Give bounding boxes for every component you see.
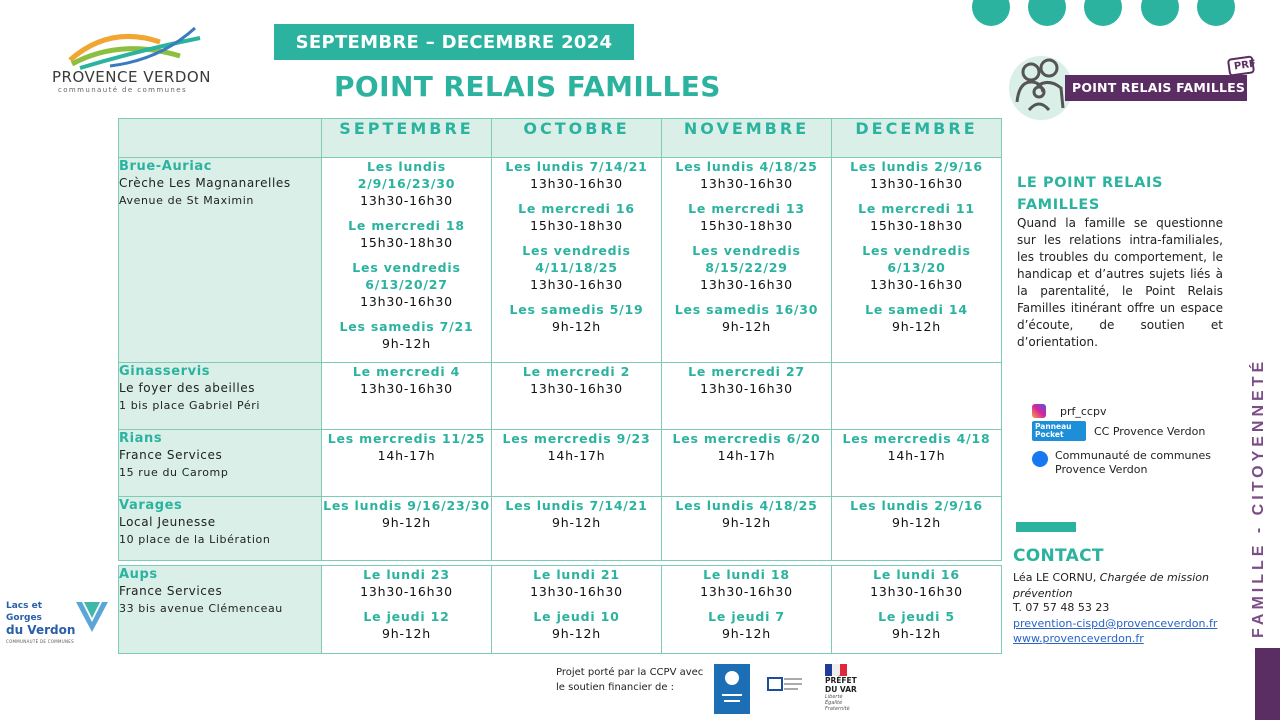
slot-label: Le mercredi 11 [858,201,975,216]
slot-time: 13h30-16h30 [700,176,793,191]
lacs-line-3: COMMUNAUTÉ DE COMMUNES [6,639,74,644]
slot-label: Les samedis 7/21 [339,319,474,334]
contact-title: CONTACT [1013,546,1104,566]
instagram-row [1032,404,1106,418]
schedule-cell [832,158,1002,363]
instagram-handle[interactable]: prf_ccpv [1060,404,1107,418]
schedule-cell [322,363,492,430]
location-name: Ginasservis [119,364,211,379]
slot-label: Les vendredis 6/13/20 [862,243,971,275]
slot-label: Les lundis 2/9/16 [850,159,983,174]
period-banner: SEPTEMBRE – DECEMBRE 2024 [274,24,634,60]
lacs-gorges-v-icon [74,600,110,634]
location-venue: Local Jeunesse [119,515,216,529]
slot-time: 9h-12h [721,626,771,641]
location-address: 33 bis avenue Clémenceau [119,602,283,615]
schedule-cell [322,158,492,363]
slot-time: 9h-12h [721,319,771,334]
schedule-cell [322,430,492,497]
month-header: OCTOBRE [492,119,662,158]
slot-label: Le jeudi 10 [533,609,620,624]
slot-time: 9h-12h [891,626,941,641]
slot-time: 13h30-16h30 [530,584,623,599]
slot-time: 14h-17h [547,448,606,463]
schedule-cell [492,497,662,561]
table-row [119,566,1002,654]
location-address: 15 rue du Caromp [119,466,229,479]
panneau-row [1032,421,1205,441]
schedule-cell [492,158,662,363]
slot-time: 13h30-16h30 [360,584,453,599]
slot-time: 9h-12h [721,515,771,530]
slot-time: 13h30-16h30 [700,584,793,599]
slot-label: Les mercredis 11/25 [327,431,486,446]
slot-label: Le mercredi 18 [348,218,465,233]
table-row [119,363,1002,430]
panneau-pocket-icon: Panneau Pocket [1032,421,1086,441]
contact-name: Léa LE CORNU, [1013,571,1097,584]
location-cell [119,566,322,654]
slot-label: Le lundi 18 [703,567,790,582]
location-venue: Le foyer des abeilles [119,381,256,395]
lacs-gorges-logo [6,600,76,648]
prefet-line-1: PRÉFET [825,676,857,685]
schedule-cell [492,430,662,497]
location-cell [119,363,322,430]
slot-time: 9h-12h [551,319,601,334]
funding-line-1: Projet porté par la CCPV avec [556,667,704,678]
slot-label: Les vendredis 6/13/20/27 [352,260,461,292]
location-venue: Crèche Les Magnanarelles [119,176,291,190]
purple-bar [1255,648,1280,720]
slot-label: Le mercredi 4 [352,364,461,379]
slot-time: 9h-12h [381,626,431,641]
slot-time: 9h-12h [381,515,431,530]
vertical-slogan-text: FAMILLE - CITOYENNETÉ [1250,357,1267,638]
prf-badge-label: POINT RELAIS FAMILLES [1072,80,1246,95]
schedule-table [118,118,1002,654]
instagram-icon [1032,404,1046,418]
month-header: SEPTEMBRE [322,119,492,158]
slot-label: Le jeudi 7 [708,609,785,624]
table-row [119,497,1002,561]
schedule-cell [832,430,1002,497]
side-title: LE POINT RELAIS FAMILLES [1017,175,1163,213]
slot-time: 15h30-18h30 [870,218,963,233]
month-header: DECEMBRE [832,119,1002,158]
partner-logo [762,664,808,714]
slot-label: Le jeudi 12 [363,609,450,624]
slot-time: 13h30-16h30 [870,584,963,599]
contact-role: Chargée de mission prévention [1013,571,1209,600]
slot-label: Le mercredi 2 [522,364,631,379]
slot-time: 13h30-16h30 [360,381,453,396]
decor-dot [972,0,1010,26]
slot-label: Le lundi 16 [873,567,960,582]
slot-time: 13h30-16h30 [530,277,623,292]
slot-time: 9h-12h [551,515,601,530]
prefet-line-2: DU VAR [825,685,857,694]
slot-time: 14h-17h [717,448,776,463]
funding-note [556,665,703,695]
location-name: Brue-Auriac [119,159,213,174]
decor-bar [1016,522,1076,532]
slot-time: 15h30-18h30 [530,218,623,233]
slot-label: Les lundis 9/16/23/30 [323,498,490,513]
slot-label: Le mercredi 13 [688,201,805,216]
slot-label: Les lundis 4/18/25 [675,498,818,513]
slot-label: Le mercredi 27 [688,364,805,379]
slot-time: 13h30-16h30 [530,381,623,396]
prf-badge-tag: PRF [1233,58,1257,73]
facebook-row [1032,449,1211,477]
decor-dot [1028,0,1066,26]
slot-time: 9h-12h [891,319,941,334]
location-address: 10 place de la Libération [119,533,271,546]
table-row [119,158,1002,363]
schedule-cell [492,566,662,654]
slot-time: 9h-12h [381,336,431,351]
table-corner [119,119,322,158]
decor-dot [1141,0,1179,26]
schedule-cell [322,566,492,654]
schedule-cell [662,430,832,497]
lacs-line-1: Lacs et Gorges [6,601,43,623]
location-address: 1 bis place Gabriel Péri [119,399,260,412]
facebook-line-2[interactable]: Provence Verdon [1055,463,1148,476]
schedule-cell [662,497,832,561]
schedule-cell [832,566,1002,654]
contact-phone: T. 07 57 48 53 23 [1013,601,1110,614]
org-subtitle: communauté de communes [58,86,188,94]
schedule-cell [662,363,832,430]
slot-label: Les lundis 2/9/16 [850,498,983,513]
schedule-cell [492,363,662,430]
slot-label: Le jeudi 5 [878,609,955,624]
month-header: NOVEMBRE [662,119,832,158]
slot-label: Les lundis 4/18/25 [675,159,818,174]
location-name: Rians [119,431,163,446]
slot-label: Les vendredis 4/11/18/25 [522,243,631,275]
slot-label: Les lundis 7/14/21 [505,498,648,513]
decor-dot [1197,0,1235,26]
slot-label: Le lundi 21 [533,567,620,582]
decor-dot [1084,0,1122,26]
slot-time: 13h30-16h30 [530,176,623,191]
contact-email-link[interactable]: prevention-cispd@provenceverdon.fr [1013,617,1218,630]
slot-time: 13h30-16h30 [360,193,453,208]
slot-label: Les samedis 16/30 [674,302,819,317]
slot-label: Le mercredi 16 [518,201,635,216]
location-name: Varages [119,498,183,513]
location-cell [119,430,322,497]
schedule-cell [322,497,492,561]
slot-label: Le lundi 23 [363,567,450,582]
side-description: Quand la famille se questionne sur les relations intra-familiales, les troubles du comportement, le handicap et d’autres sujets liés à la parentalité, le Point Relais Familles itinérant offre un espace d’écoute, de soutien et d’orientation. [1017,216,1223,349]
funding-line-2: le soutien financier de : [556,682,675,693]
slot-label: Le samedi 14 [865,302,968,317]
facebook-line-1[interactable]: Communauté de communes [1055,449,1211,462]
prefet-motto: Liberté Égalité Fraternité [825,694,850,712]
slot-label: Les mercredis 6/20 [672,431,821,446]
schedule-cell [662,158,832,363]
location-cell [119,158,322,363]
slot-label: Les samedis 5/19 [509,302,644,317]
caf-logo [714,664,750,714]
location-venue: France Services [119,448,223,462]
slot-time: 15h30-18h30 [700,218,793,233]
slot-time: 14h-17h [377,448,436,463]
slot-time: 14h-17h [887,448,946,463]
location-name: Aups [119,567,158,582]
contact-person [1013,570,1213,602]
location-venue: France Services [119,584,223,598]
org-name: PROVENCE VERDON [52,68,211,86]
table-header-row [119,119,1002,158]
panneau-name[interactable]: CC Provence Verdon [1094,424,1206,438]
slot-time: 9h-12h [551,626,601,641]
schedule-cell [832,497,1002,561]
slot-label: Les mercredis 4/18 [842,431,991,446]
slot-time: 13h30-16h30 [700,381,793,396]
schedule-cell [832,363,1002,430]
slot-label: Les mercredis 9/23 [502,431,651,446]
page-title: POINT RELAIS FAMILLES [334,70,721,103]
facebook-icon [1032,451,1048,467]
slot-label: Les vendredis 8/15/22/29 [692,243,801,275]
slot-time: 15h30-18h30 [360,235,453,250]
schedule-cell [662,566,832,654]
vertical-slogan [1244,300,1270,645]
lacs-line-2: du Verdon [6,623,76,637]
slot-label: Les lundis 7/14/21 [505,159,648,174]
slot-time: 13h30-16h30 [870,176,963,191]
slot-time: 13h30-16h30 [700,277,793,292]
location-address: Avenue de St Maximin [119,194,254,207]
table-row [119,430,1002,497]
location-cell [119,497,322,561]
website-link[interactable]: www.provenceverdon.fr [1013,632,1144,645]
prefet-var-logo [825,664,865,714]
slot-time: 13h30-16h30 [360,294,453,309]
slot-time: 9h-12h [891,515,941,530]
slot-label: Les lundis 2/9/16/23/30 [357,159,456,191]
slot-time: 13h30-16h30 [870,277,963,292]
